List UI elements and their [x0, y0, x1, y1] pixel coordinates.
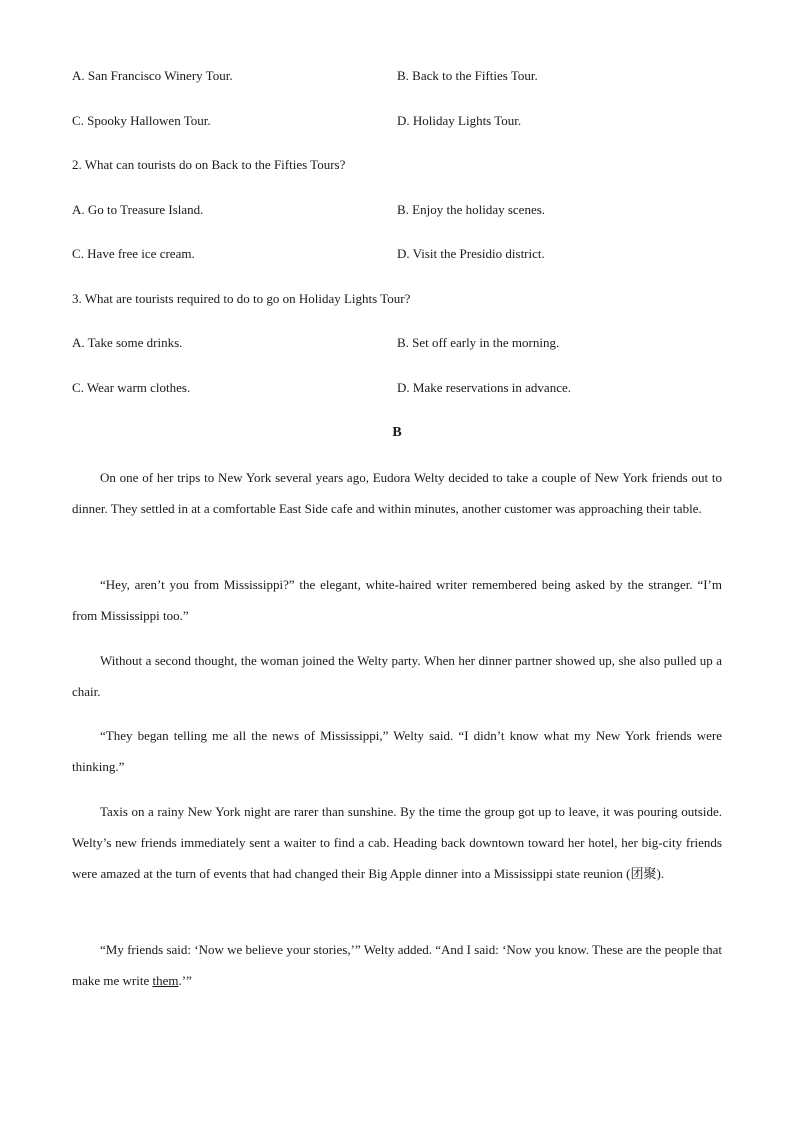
- q3-option-a: A. Take some drinks.: [72, 335, 183, 350]
- q2-option-d: D. Visit the Presidio district.: [397, 246, 545, 261]
- underlined-word: them: [152, 973, 179, 988]
- paragraph-text: On one of her trips to New York several years ago, Eudora Welty decided to take a couple of New York friends out to dinner. They settled in at a comfortable East Side cafe and within minutes, another customer was approaching their table.: [72, 470, 722, 516]
- q3-question: 3. What are tourists required to do to go on Holiday Lights Tour?: [72, 291, 411, 306]
- q1-option-a: A. San Francisco Winery Tour.: [72, 68, 233, 83]
- passage-paragraph-5: [72, 796, 722, 889]
- q3-option-b: B. Set off early in the morning.: [397, 335, 560, 350]
- q2-option-b: B. Enjoy the holiday scenes.: [397, 202, 546, 217]
- passage-paragraph-2: [72, 569, 722, 631]
- paragraph-text: “My friends said: ‘Now we believe your stories,’” Welty added. “And I said: ‘Now you know. These are the people that make me write: [72, 942, 722, 988]
- q1-option-b: B. Back to the Fifties Tour.: [397, 68, 538, 83]
- q1-option-c: C. Spooky Hallowen Tour.: [72, 113, 211, 128]
- paragraph-text-end: .’”: [178, 973, 192, 988]
- q1-option-d: D. Holiday Lights Tour.: [397, 113, 522, 128]
- paragraph-text: Without a second thought, the woman joined the Welty party. When her dinner partner showed up, she also pulled up a chair.: [72, 653, 722, 699]
- q2-option-c: C. Have free ice cream.: [72, 246, 195, 261]
- q3-option-d: D. Make reservations in advance.: [397, 380, 571, 395]
- passage-paragraph-3: [72, 645, 722, 707]
- paragraph-text: Taxis on a rainy New York night are rarer than sunshine. By the time the group got up to leave, it was pouring outside. Welty’s new friends immediately sent a waiter to find a cab. Heading back downtown toward her hotel, her big-city friends were amazed at the turn of events that had changed their Big Apple dinner into a Mississippi state reunion (团聚).: [72, 804, 722, 881]
- paragraph-text: “Hey, aren’t you from Mississippi?” the elegant, white-haired writer remembered being asked by the stranger. “I’m from Mississippi too.”: [72, 577, 722, 623]
- passage-paragraph-6: [72, 934, 722, 996]
- q3-option-c: C. Wear warm clothes.: [72, 380, 191, 395]
- paragraph-text: “They began telling me all the news of Mississippi,” Welty said. “I didn’t know what my New York friends were thinking.”: [72, 728, 722, 774]
- q2-option-a: A. Go to Treasure Island.: [72, 202, 204, 217]
- section-title: B: [392, 425, 402, 440]
- passage-paragraph-4: [72, 720, 722, 782]
- q2-question: 2. What can tourists do on Back to the Fifties Tours?: [72, 157, 346, 172]
- passage-paragraph-1: [72, 462, 722, 524]
